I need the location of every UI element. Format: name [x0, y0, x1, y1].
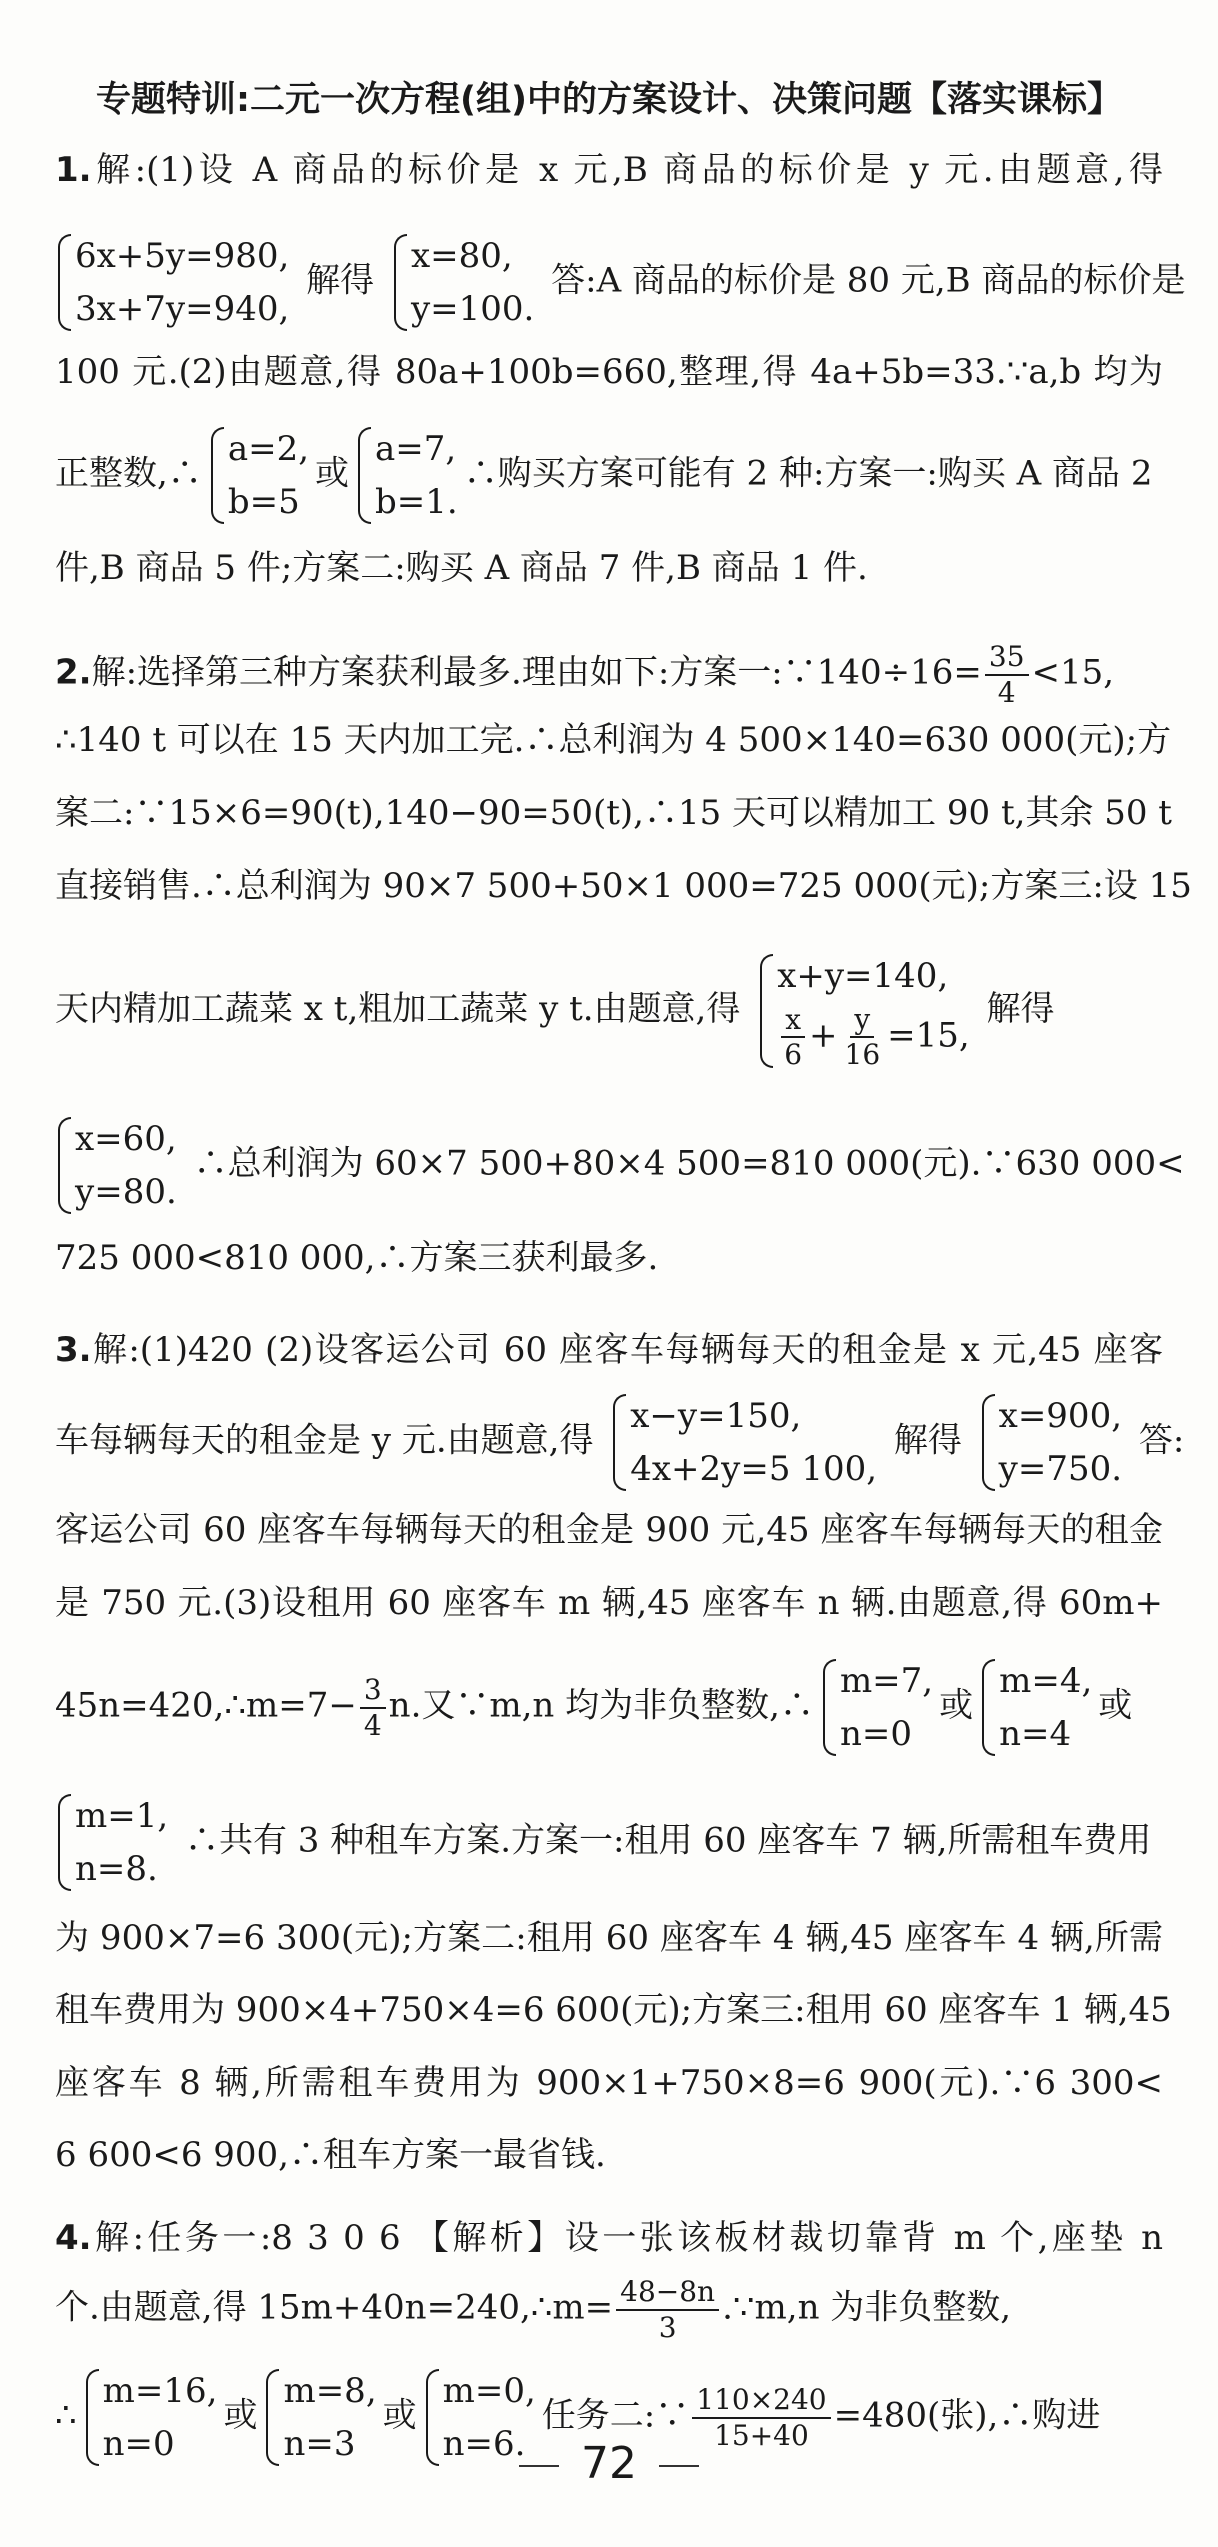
q4-line-3: ∴ m=16, n=0 或 m=8, n=3 或 m=0, n=6. 任务二:∵ $\frac{110\times 240}{15+40}$ =480(张),∴购进 [55, 2365, 1163, 2470]
q4-case-3: m=0, n=6. [423, 2365, 536, 2470]
q4-line-2: 个.由题意,得 15m+40n=240,∴m= $\frac{48-8n}{3}$ .∵m,n 为非负整数, [55, 2275, 1012, 2344]
q3-line-5: 45n=420,∴m=7− $\frac{3}{4}$ n.又∵m,n 均为非负整数,∴ m=7, n=0 或 m=4, n=4 或 [55, 1655, 1163, 1760]
page-number: 72 [0, 2438, 1218, 2489]
q1-line-1: 1.解:(1)设 A 商品的标价是 x 元,B 商品的标价是 y 元.由题意,得 [55, 150, 1163, 190]
q3-line-8: 租车费用为 900×4+750×4=6 600(元);方案三:租用 60 座客车 1 辆,45 [55, 1990, 1172, 2030]
q3-case-1: m=7, n=0 [820, 1655, 933, 1760]
q3-line-10: 6 600<6 900,∴租车方案一最省钱. [55, 2135, 606, 2175]
q2-line-2: ∴140 t 可以在 15 天内加工完.∴总利润为 4 500×140=630 000(元);方 [55, 720, 1172, 760]
q2-system-solution: x=60, y=80. [55, 1113, 177, 1218]
q4-number: 4. [55, 2218, 92, 2258]
section-title: 专题特训:二元一次方程(组)中的方案设计、决策问题【落实课标】 [96, 80, 1122, 120]
q2-line-5: 天内精加工蔬菜 x t,粗加工蔬菜 y t.由题意,得 x+y=140, $\frac{x}{6}$ + $\frac{y}{16}$ =15, 解得 [55, 950, 1163, 1072]
q3-line-4: 是 750 元.(3)设租用 60 座客车 m 辆,45 座客车 n 辆.由题意,得 60m+ [55, 1583, 1163, 1623]
q2-line-1: 2.解:选择第三种方案获利最多.理由如下:方案一:∵140÷16= $\frac{35}{4}$ <15, [55, 640, 1115, 709]
q4-case-1: m=16, n=0 [83, 2365, 218, 2470]
q1-line-3: 100 元.(2)由题意,得 80a+100b=660,整理,得 4a+5b=33.∵a,b 均为 [55, 352, 1163, 392]
q3-case-3: m=1, n=8. [55, 1790, 168, 1895]
q2-number: 2. [55, 652, 92, 693]
q2-line-6: x=60, y=80. ∴总利润为 60×7 500+80×4 500=810 000(元).∵630 000< [55, 1113, 1163, 1218]
q3-system-solution: x=900, y=750. [979, 1390, 1122, 1495]
q3-case-2: m=4, n=4 [979, 1655, 1092, 1760]
q1-system-solution: x=80, y=100. [391, 230, 534, 335]
q3-number: 3. [55, 1330, 92, 1370]
q3-fraction-3-4: $\frac{3}{4}$ [360, 1673, 386, 1742]
q1-line-2: 6x+5y=980, 3x+7y=940, 解得 x=80, y=100. 答:A 商品的标价是 80 元,B 商品的标价是 [55, 230, 1163, 335]
q2-system-given: x+y=140, $\frac{x}{6}$ + $\frac{y}{16}$ =15, [757, 950, 970, 1072]
q2-line-4: 直接销售.∴总利润为 90×7 500+50×1 000=725 000(元);方案三:设 15 [55, 866, 1192, 906]
q1-line-5: 件,B 商品 5 件;方案二:购买 A 商品 7 件,B 商品 1 件. [55, 548, 868, 588]
q3-line-9: 座客车 8 辆,所需租车费用为 900×1+750×8=6 900(元).∵6 300< [55, 2063, 1163, 2103]
q2-fraction-35-4: $\frac{35}{4}$ [985, 640, 1029, 709]
q1-system-given: 6x+5y=980, 3x+7y=940, [55, 230, 289, 335]
q1-line-4: 正整数,∴ a=2, b=5 或 a=7, b=1. ∴购买方案可能有 2 种:方案一:购买 A 商品 2 [55, 423, 1163, 528]
q1-number: 1. [55, 150, 92, 190]
q4-fraction-m: $\frac{48-8n}{3}$ [616, 2275, 719, 2344]
q2-line-3: 案二:∵15×6=90(t),140−90=50(t),∴15 天可以精加工 90 t,其余 50 t [55, 793, 1172, 833]
q1-case-2: a=7, b=1. [355, 423, 458, 528]
q2-line-7: 725 000<810 000,∴方案三获利最多. [55, 1238, 659, 1278]
q3-line-6: m=1, n=8. ∴共有 3 种租车方案.方案一:租用 60 座客车 7 辆,所需租车费用 [55, 1790, 1163, 1895]
q4-case-2: m=8, n=3 [263, 2365, 376, 2470]
q3-line-2: 车每辆每天的租金是 y 元.由题意,得 x−y=150, 4x+2y=5 100, 解得 x=900, y=750. 答: [55, 1390, 1163, 1495]
q3-system-given: x−y=150, 4x+2y=5 100, [610, 1390, 877, 1495]
q1-case-1: a=2, b=5 [208, 423, 309, 528]
q3-line-7: 为 900×7=6 300(元);方案二:租用 60 座客车 4 辆,45 座客车 4 辆,所需 [55, 1918, 1163, 1958]
q3-line-3: 客运公司 60 座客车每辆每天的租金是 900 元,45 座客车每辆每天的租金 [55, 1510, 1163, 1550]
q4-fraction-boards: $\frac{110\times 240}{15+40}$ [692, 2383, 830, 2452]
q3-line-1: 3.解:(1)420 (2)设客运公司 60 座客车每辆每天的租金是 x 元,45 座客 [55, 1330, 1163, 1370]
q4-line-1: 4.解:任务一:8 3 0 6 【解析】设一张该板材裁切靠背 m 个,座垫 n [55, 2218, 1163, 2258]
